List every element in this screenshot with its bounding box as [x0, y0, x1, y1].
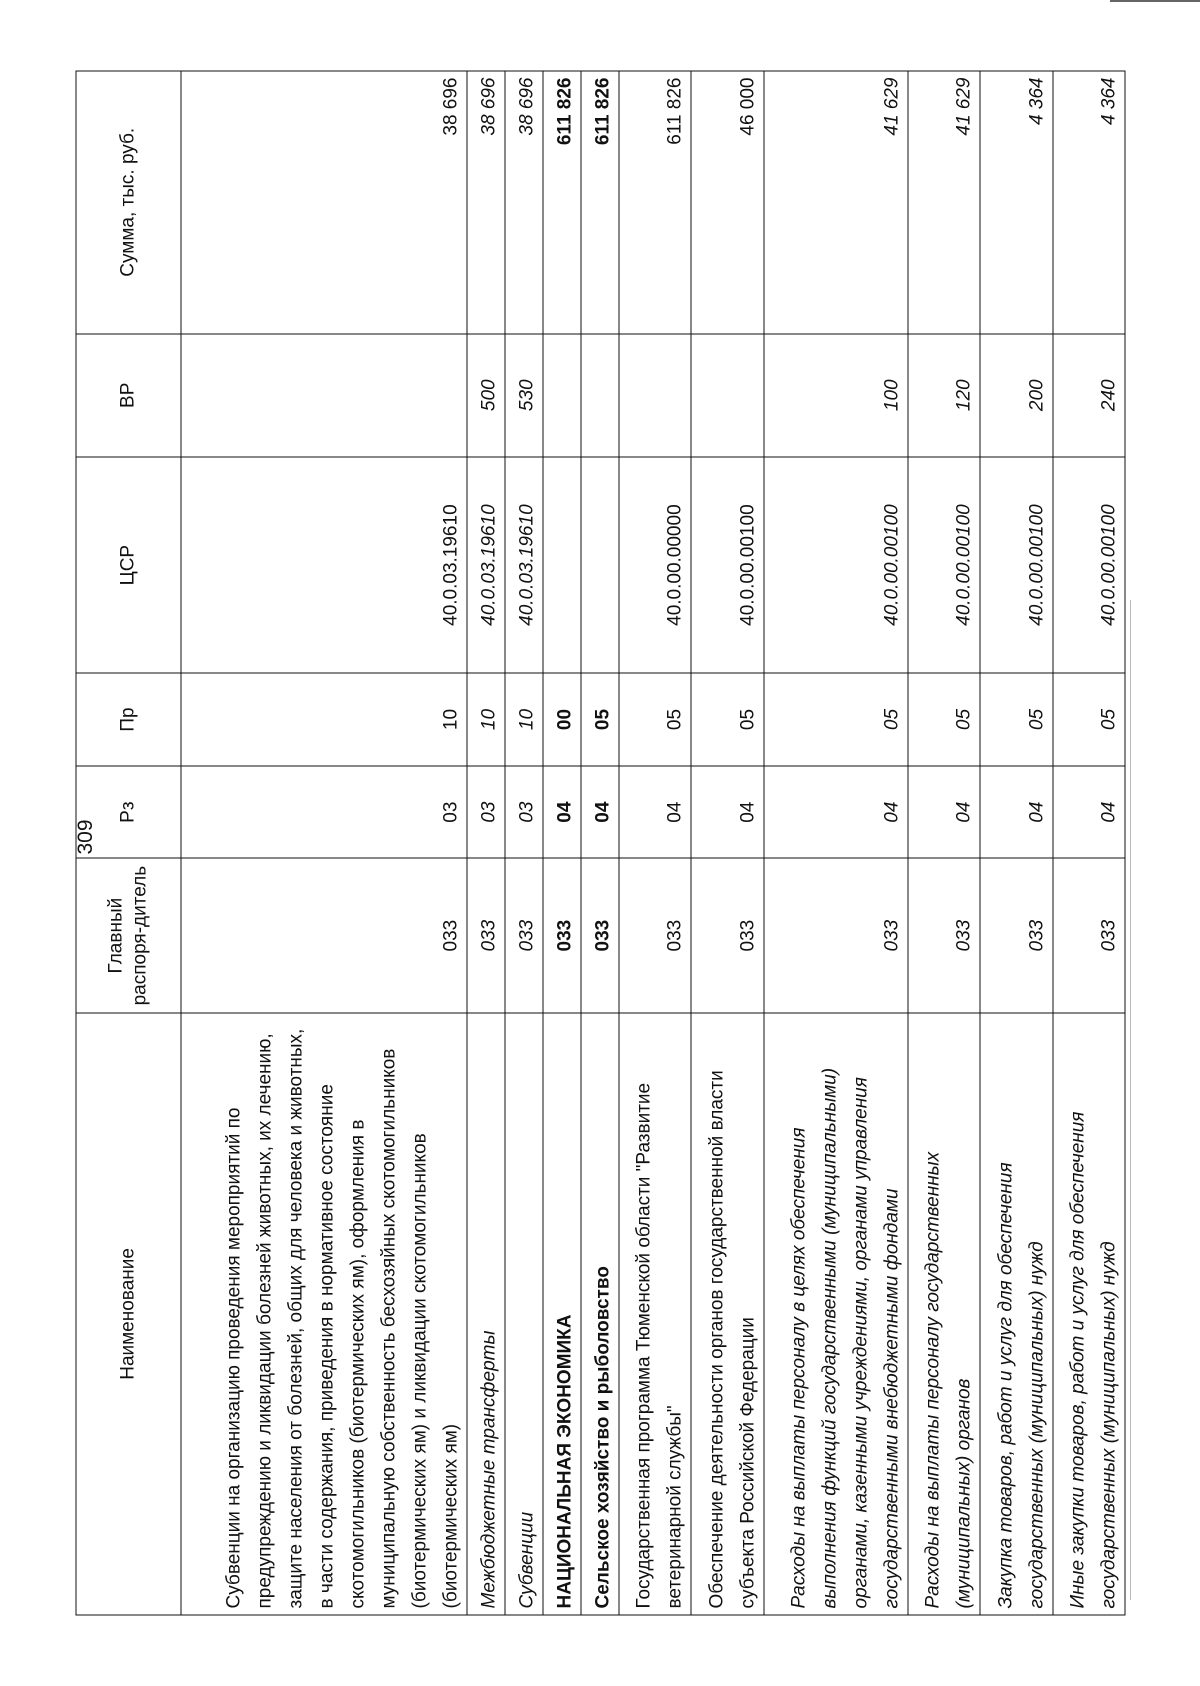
cell-glavny: 033: [907, 858, 979, 1012]
table-row: [1052, 71, 1124, 1615]
col-header-rz: Рз: [76, 766, 181, 859]
cell-vr: [181, 334, 467, 458]
col-header-summa: Сумма, тыс. руб.: [76, 71, 181, 334]
cell-summa: 41 629: [907, 71, 979, 334]
cell-glavny: 033: [691, 858, 763, 1012]
cell-vr: [691, 334, 763, 458]
cell-pr: 05: [581, 673, 619, 766]
cell-pr: 10: [467, 673, 505, 766]
page-number: 309: [74, 819, 97, 855]
cell-rz: 03: [181, 766, 467, 859]
cell-pr: 05: [691, 673, 763, 766]
table-row: [907, 71, 979, 1615]
cell-pr: 05: [980, 673, 1052, 766]
cell-name: Субвенции: [505, 1013, 543, 1615]
cell-glavny: 033: [581, 858, 619, 1012]
cell-name: Расходы на выплаты персоналу в целях обеспечения выполнения функций государственными (муниципальными) органами, казенными учреждениями, органами управления государственными внебюджетными фондами: [763, 1013, 907, 1615]
table-row: [543, 71, 581, 1615]
cell-summa: 4 364: [980, 71, 1052, 334]
cell-rz: 03: [505, 766, 543, 859]
cell-csr: 40.0.00.00000: [619, 457, 691, 673]
cell-name: Обеспечение деятельности органов государственной власти субъекта Российской Федерации: [691, 1013, 763, 1615]
cell-name: Субвенции на организацию проведения мероприятий по предупреждению и ликвидации болезней животных, их лечению, защите населения от болезней, общих для человека и животных, в части содержания, приведения в нормативное состояние скотомогильников (биотермических ям), оформления в муниципальную собственность бесхозяйных скотомогильников (биотермических ям) и ликвидации скотомогильников (биотермических ям): [181, 1013, 467, 1615]
table-row: [581, 71, 619, 1615]
cell-pr: 00: [543, 673, 581, 766]
cell-rz: 04: [980, 766, 1052, 859]
cell-summa: 46 000: [691, 71, 763, 334]
header-row: [76, 71, 181, 1615]
cell-csr: 40.0.00.00100: [763, 457, 907, 673]
col-header-name: Наименование: [76, 1013, 181, 1615]
cell-rz: 03: [467, 766, 505, 859]
cell-pr: 10: [505, 673, 543, 766]
cell-summa: 41 629: [763, 71, 907, 334]
cell-rz: 04: [1052, 766, 1124, 859]
cell-rz: 04: [691, 766, 763, 859]
cell-glavny: 033: [1052, 858, 1124, 1012]
rotated-table-container: [75, 71, 1125, 1616]
cell-vr: 120: [907, 334, 979, 458]
cell-csr: 40.0.03.19610: [505, 457, 543, 673]
cell-glavny: 033: [505, 858, 543, 1012]
cell-name: Государственная программа Тюменской области "Развитие ветеринарной службы": [619, 1013, 691, 1615]
cell-summa: 611 826: [543, 71, 581, 334]
cell-pr: 05: [907, 673, 979, 766]
cell-glavny: 033: [980, 858, 1052, 1012]
col-header-vr: ВР: [76, 334, 181, 458]
cell-csr: 40.0.03.19610: [467, 457, 505, 673]
cell-rz: 04: [581, 766, 619, 859]
cell-csr: [543, 457, 581, 673]
cell-glavny: 033: [763, 858, 907, 1012]
cell-name: Межбюджетные трансферты: [467, 1013, 505, 1615]
cell-summa: 611 826: [619, 71, 691, 334]
cell-csr: 40.0.00.00100: [980, 457, 1052, 673]
cell-vr: 240: [1052, 334, 1124, 458]
cell-pr: 05: [619, 673, 691, 766]
cell-glavny: 033: [181, 858, 467, 1012]
cell-pr: 05: [1052, 673, 1124, 766]
table-row: [467, 71, 505, 1615]
scan-edge-shadow: [1130, 600, 1131, 1600]
cell-vr: 200: [980, 334, 1052, 458]
cell-rz: 04: [543, 766, 581, 859]
cell-vr: [543, 334, 581, 458]
table-row: [691, 71, 763, 1615]
cell-glavny: 033: [543, 858, 581, 1012]
scan-edge-line: [1110, 0, 1200, 2]
table-row: [763, 71, 907, 1615]
cell-csr: [581, 457, 619, 673]
cell-summa: 38 696: [467, 71, 505, 334]
table-row: [980, 71, 1052, 1615]
col-header-csr: ЦСР: [76, 457, 181, 673]
table-row: [181, 71, 467, 1615]
cell-name: НАЦИОНАЛЬНАЯ ЭКОНОМИКА: [543, 1013, 581, 1615]
col-header-pr: Пр: [76, 673, 181, 766]
cell-csr: 40.0.03.19610: [181, 457, 467, 673]
cell-rz: 04: [619, 766, 691, 859]
cell-csr: 40.0.00.00100: [1052, 457, 1124, 673]
cell-vr: 100: [763, 334, 907, 458]
cell-vr: 500: [467, 334, 505, 458]
cell-pr: 10: [181, 673, 467, 766]
cell-summa: 38 696: [181, 71, 467, 334]
cell-vr: [581, 334, 619, 458]
table-row: [505, 71, 543, 1615]
cell-vr: 530: [505, 334, 543, 458]
cell-csr: 40.0.00.00100: [691, 457, 763, 673]
cell-csr: 40.0.00.00100: [907, 457, 979, 673]
cell-rz: 04: [907, 766, 979, 859]
col-header-glavny: Главный распоря-дитель: [76, 858, 181, 1012]
cell-rz: 04: [763, 766, 907, 859]
budget-table: [75, 71, 1125, 1616]
cell-name: Иные закупки товаров, работ и услуг для обеспечения государственных (муниципальных) нужд: [1052, 1013, 1124, 1615]
cell-summa: 611 826: [581, 71, 619, 334]
cell-glavny: 033: [619, 858, 691, 1012]
cell-glavny: 033: [467, 858, 505, 1012]
cell-name: Закупка товаров, работ и услуг для обеспечения государственных (муниципальных) нужд: [980, 1013, 1052, 1615]
cell-summa: 38 696: [505, 71, 543, 334]
cell-name: Сельское хозяйство и рыболовство: [581, 1013, 619, 1615]
cell-pr: 05: [763, 673, 907, 766]
cell-name: Расходы на выплаты персоналу государственных (муниципальных) органов: [907, 1013, 979, 1615]
cell-vr: [619, 334, 691, 458]
cell-summa: 4 364: [1052, 71, 1124, 334]
table-row: [619, 71, 691, 1615]
